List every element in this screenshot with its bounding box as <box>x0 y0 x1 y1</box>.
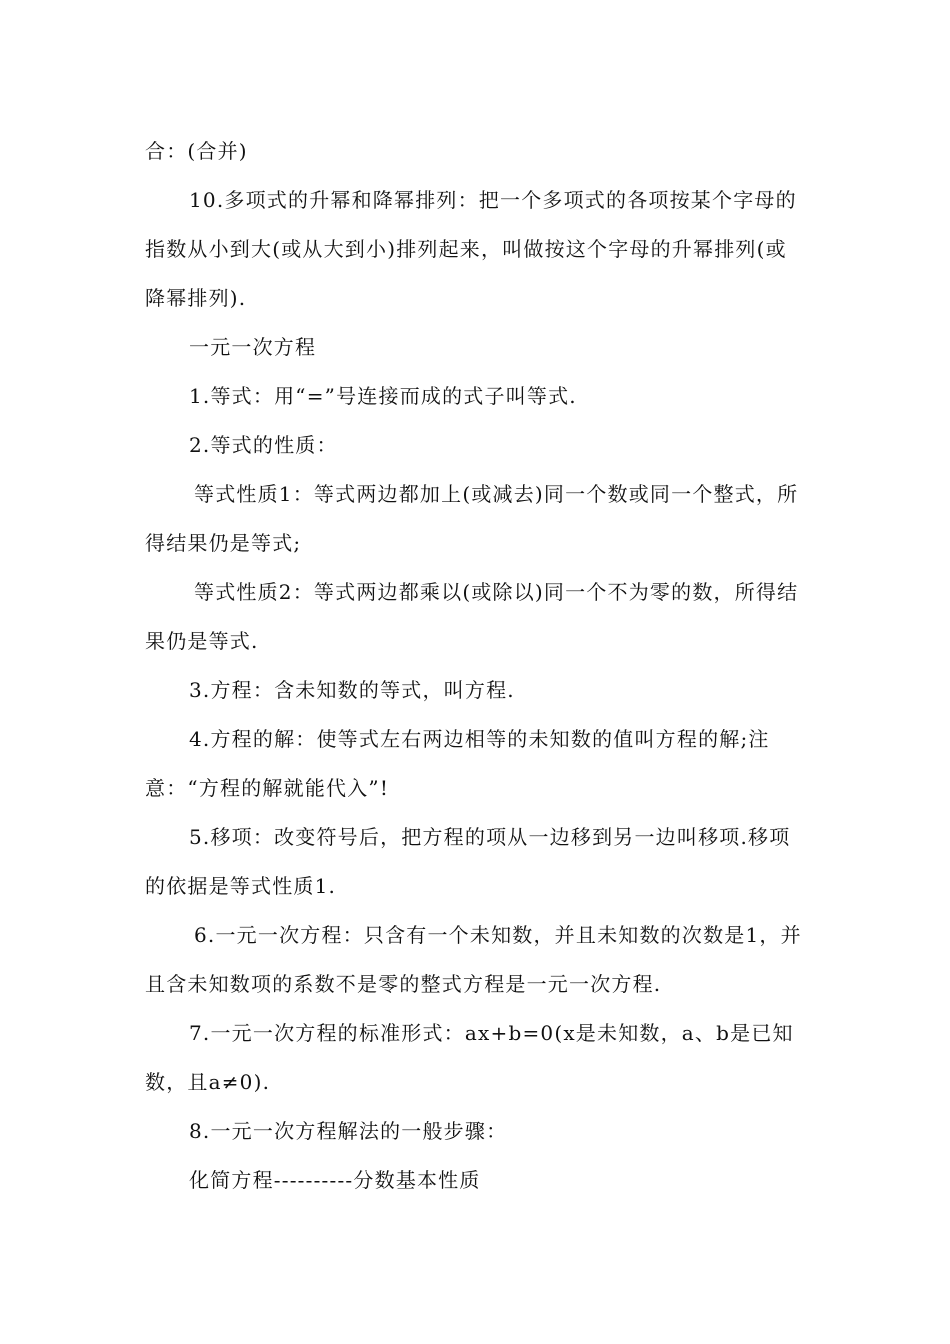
paragraph-equality-property-1: 等式性质1：等式两边都加上(或减去)同一个数或同一个整式，所得结果仍是等式; <box>145 482 799 555</box>
paragraph-equality-properties: 2.等式的性质： <box>189 433 338 457</box>
paragraph-solution-steps: 8.一元一次方程解法的一般步骤： <box>189 1119 508 1143</box>
section-heading-linear-equation: 一元一次方程 <box>189 335 317 359</box>
paragraph-linear-equation-definition: 6.一元一次方程：只含有一个未知数，并且未知数的次数是1，并且含未知数项的系数不是零的整式方程是一元一次方程. <box>145 923 802 996</box>
paragraph-polynomial-ordering: 10.多项式的升幂和降幂排列：把一个多项式的各项按某个字母的指数从小到大(或从大到小)排列起来，叫做按这个字母的升幂排列(或降幂排列). <box>145 188 797 310</box>
paragraph-equality-property-2: 等式性质2：等式两边都乘以(或除以)同一个不为零的数，所得结果仍是等式. <box>145 580 799 653</box>
paragraph-transposition: 5.移项：改变符号后，把方程的项从一边移到另一边叫移项.移项的依据是等式性质1. <box>145 825 791 898</box>
paragraph-merge-note: 合：(合并) <box>145 139 248 163</box>
paragraph-standard-form: 7.一元一次方程的标准形式：ax+b=0(x是未知数，a、b是已知数，且a≠0). <box>145 1021 794 1094</box>
paragraph-equation-solution: 4.方程的解：使等式左右两边相等的未知数的值叫方程的解;注意：“方程的解就能代入”! <box>145 727 770 800</box>
paragraph-equation-definition: 3.方程：含未知数的等式，叫方程. <box>189 678 515 702</box>
paragraph-simplify-equation: 化简方程----------分数基本性质 <box>189 1168 481 1192</box>
paragraph-equality-definition: 1.等式：用“=”号连接而成的式子叫等式. <box>189 384 577 408</box>
